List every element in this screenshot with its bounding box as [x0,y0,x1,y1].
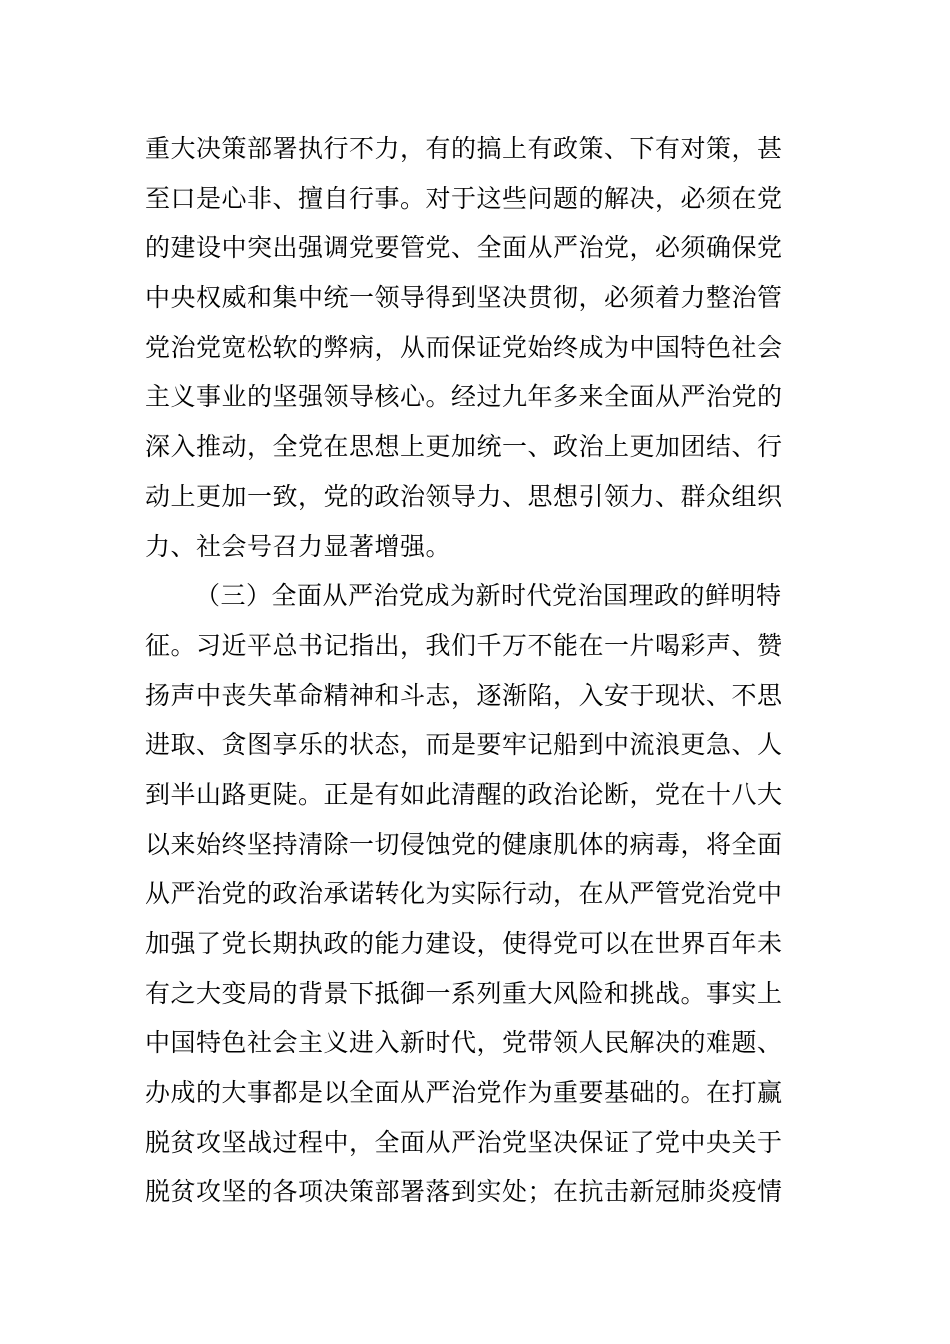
section-heading-line: （三）全面从严治党成为新时代党治国理政的鲜明特 [195,581,782,611]
text-line: 到半山路更陡。正是有如此清醒的政治论断，党在十八大 [145,779,783,809]
text-line: 脱贫攻坚战过程中，全面从严治党坚决保证了党中央关于 [145,1127,783,1157]
text-line: 从严治党的政治承诺转化为实际行动，在从严管党治党中 [145,879,783,909]
text-line: 的建设中突出强调党要管党、全面从严治党，必须确保党 [145,233,783,263]
text-line: 有之大变局的背景下抵御一系列重大风险和挑战。事实上 [145,978,783,1008]
text-line: 深入推动，全党在思想上更加统一、政治上更加团结、行 [145,432,783,462]
text-line: 中国特色社会主义进入新时代，党带领人民解决的难题、 [145,1028,783,1058]
text-line: 办成的大事都是以全面从严治党作为重要基础的。在打赢 [145,1078,783,1108]
text-line: 党治党宽松软的弊病，从而保证党始终成为中国特色社会 [145,332,783,362]
text-line: 以来始终坚持清除一切侵蚀党的健康肌体的病毒，将全面 [145,829,783,859]
text-line: 力、社会号召力显著增强。 [145,531,452,561]
text-line: 扬声中丧失革命精神和斗志，逐渐陷，入安于现状、不思 [145,680,783,710]
body-text [145,124,815,1217]
text-line: 至口是心非、擅自行事。对于这些问题的解决，必须在党 [145,183,783,213]
text-line: 脱贫攻坚的各项决策部署落到实处；在抗击新冠肺炎疫情 [145,1177,783,1207]
text-line: 中央权威和集中统一领导得到坚决贯彻，必须着力整治管 [145,283,783,313]
text-line: 加强了党长期执政的能力建设，使得党可以在世界百年未 [145,929,783,958]
text-line: 征。习近平总书记指出，我们千万不能在一片喝彩声、赞 [145,630,783,660]
text-line: 动上更加一致，党的政治领导力、思想引领力、群众组织 [145,481,783,511]
text-line: 进取、贪图享乐的状态，而是要牢记船到中流浪更急、人 [145,730,783,760]
text-line: 主义事业的坚强领导核心。经过九年多来全面从严治党的 [145,382,783,412]
text-line: 重大决策部署执行不力，有的搞上有政策、下有对策，甚 [145,134,783,163]
